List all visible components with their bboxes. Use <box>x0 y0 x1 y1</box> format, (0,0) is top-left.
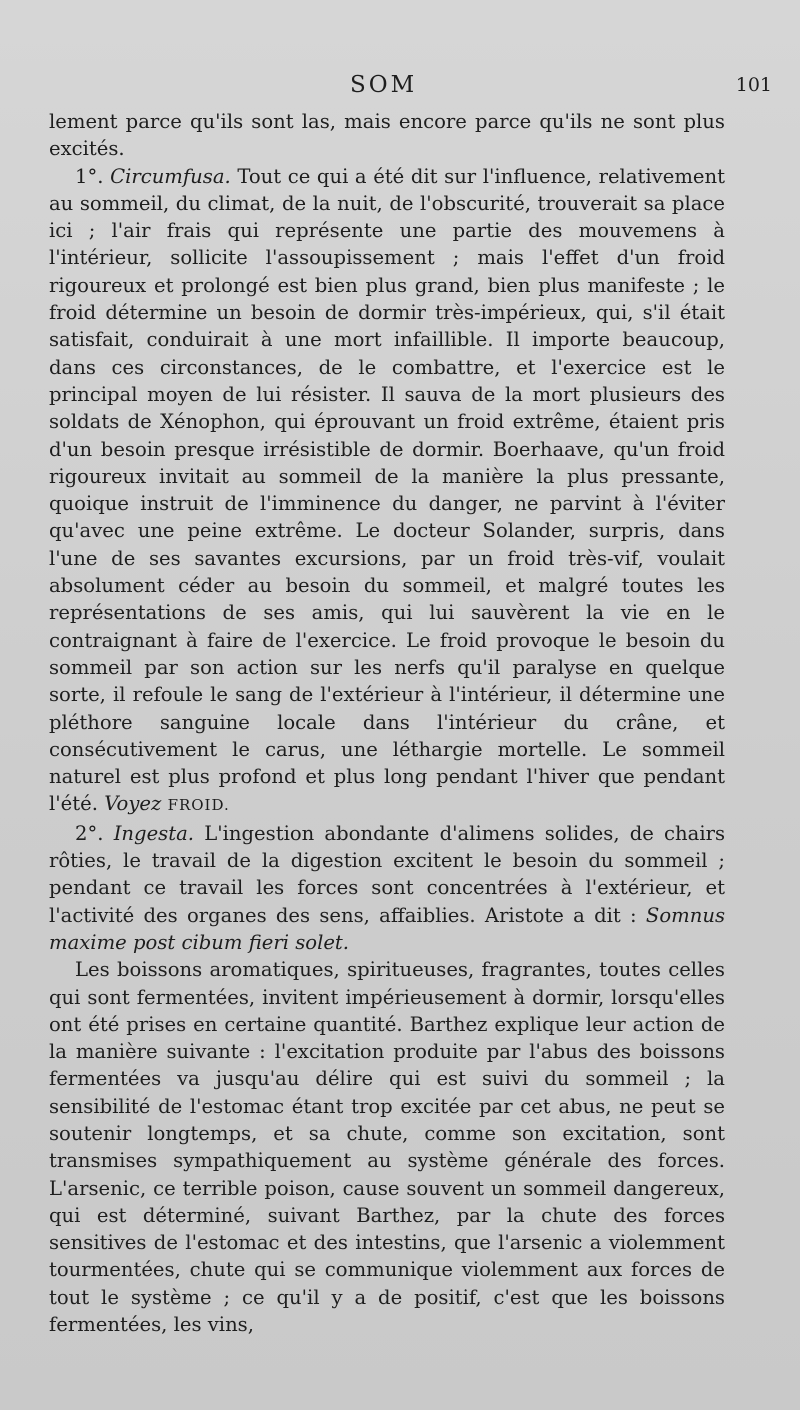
running-head: SOM <box>350 72 418 98</box>
section-number: 1°. <box>75 164 104 188</box>
section-term: Ingesta. <box>113 821 195 845</box>
paragraph-boissons <box>49 956 725 1338</box>
latin-quote: Somnus maxime post cibum fieri solet. <box>49 903 725 954</box>
paragraph-continuation <box>49 108 725 163</box>
page-header <box>0 72 800 106</box>
body-text <box>49 108 725 1338</box>
paragraph-text: lement parce qu'ils sont las, mais encore parce qu'ils ne sont plus excités. <box>49 110 725 161</box>
paragraph-text: L'ingestion abondante d'alimens solides, de chairs rôties, le travail de la digestion excitent le besoin du sommeil ; pendant ce travail les forces sont concentrées à l'extérieur, et l'activité des organes des sens, affaiblies. Aristote a dit : <box>49 821 726 927</box>
section-term: Circumfusa. <box>110 164 231 188</box>
paragraph-text: Tout ce qui a été dit sur l'influence, relativement au sommeil, du climat, de la nuit, de l'obscurité, trouverait sa place ici ; l'air frais qui représente une partie des mouvemens à l'intérieur, sollicite l'assoupissement ; mais l'effet d'un froid rigoureux et prolongé est bien plus grand, bien plus manifeste ; le froid détermine un besoin de dormir très-impérieux, qui, s'il était satisfait, conduirait à une mort infaillible. Il importe beaucoup, dans ces circonstances, de le combattre, et l'exercice est le principal moyen de lui résister. Il sauva de la mort plusieurs des soldats de Xénophon, qui éprouvant un froid extrême, étaient pris d'un besoin presque irrésistible de dormir. Boerhaave, qu'un froid rigoureux invitait au sommeil de la manière la plus pressante, quoique instruit de l'imminence du danger, ne parvint à l'éviter qu'avec une peine extrême. Le docteur Solander, surpris, dans l'une de ses savantes excursions, par un froid très-vif, voulait absolument céder au besoin du sommeil, et malgré toutes les représentations de ses amis, qui lui sauvèrent la vie en le contraignant à faire de l'exercice. Le froid provoque le besoin du sommeil par son action sur les nerfs qu'il paralyse en quelque sorte, il refoule le sang de l'extérieur à l'intérieur, il détermine une pléthore sanguine locale dans l'intérieur du crâne, et consécutivement le carus, une léthargie mortelle. Le sommeil naturel est plus profond et plus long pendant l'hiver que pendant l'été. <box>49 164 725 816</box>
section-number: 2°. <box>75 821 104 845</box>
paragraph-circumfusa <box>49 163 725 820</box>
cross-reference: FROID. <box>167 796 230 815</box>
page-number: 101 <box>735 74 772 96</box>
paragraph-ingesta <box>49 820 725 956</box>
paragraph-text: Les boissons aromatiques, spiritueuses, fragrantes, toutes celles qui sont fermentées, invitent impérieusement à dormir, lorsqu'elles ont été prises en certaine quantité. Barthez explique leur action de la manière suivante : l'excitation produite par l'abus des boissons fermentées va jusqu'au délire qui est suivi du sommeil ; la sensibilité de l'estomac étant trop excitée par cet abus, ne peut se soutenir longtemps, et sa chute, comme son excitation, sont transmises sympathiquement au système générale des forces. L'arsenic, ce terrible poison, cause souvent un sommeil dangereux, qui est déterminé, suivant Barthez, par la chute des forces sensitives de l'estomac et des intestins, que l'arsenic a violemment tourmentées, chute qui se communique violemment aux forces de tout le système ; ce qu'il y a de positif, c'est que les boissons fermentées, les vins, <box>49 958 725 1337</box>
see-also-label: Voyez <box>104 792 162 816</box>
